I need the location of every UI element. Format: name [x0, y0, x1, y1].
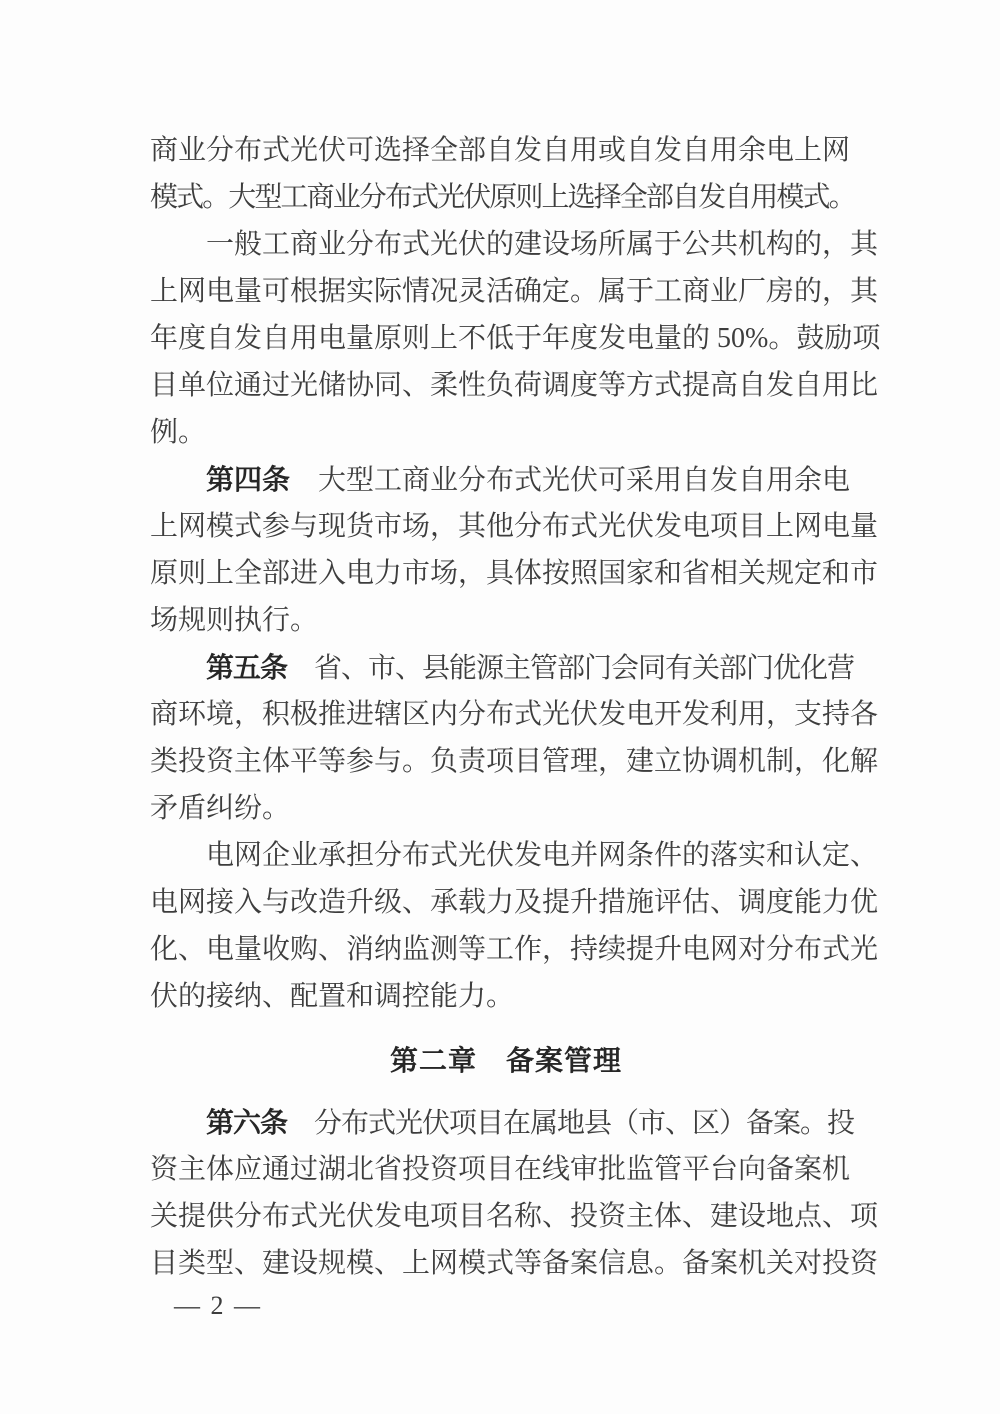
- text-segment: 商业分布式光伏可选择全部自发自用或自发自用余电上网: [150, 135, 851, 166]
- text-segment: 化、电量收购、消纳监测等工作，持续提升电网对分布式光: [150, 934, 879, 965]
- text-segment: 类投资主体平等参与。负责项目管理，建立协调机制，化解: [150, 746, 879, 777]
- text-segment: 年度自发自用电量原则上不低于年度发电量的 50%。鼓励项: [150, 323, 881, 354]
- text-line: [150, 174, 862, 221]
- text-segment: 伏的接纳、配置和调控能力。: [150, 981, 515, 1012]
- text-segment: 一般工商业分布式光伏的建设场所属于公共机构的，其: [206, 229, 879, 260]
- text-segment: 关提供分布式光伏发电项目名称、投资主体、建设地点、项: [150, 1201, 879, 1232]
- article-number: 第六条: [206, 1107, 288, 1138]
- text-line: [150, 315, 881, 362]
- text-line: [150, 832, 879, 879]
- article-number: 第四条: [206, 464, 291, 495]
- text-line: [150, 973, 862, 1020]
- text-segment: 模式。大型工商业分布式光伏原则上选择全部自发自用模式。: [150, 182, 855, 213]
- text-segment: 场规则执行。: [150, 605, 319, 636]
- text-line: [150, 1240, 879, 1287]
- text-line: [150, 1099, 862, 1146]
- document-body: [150, 127, 881, 1287]
- text-segment: 大型工商业分布式光伏可采用自发自用余电: [290, 465, 851, 496]
- text-line: [150, 738, 879, 785]
- text-segment: 原则上全部进入电力市场，具体按照国家和省相关规定和市: [150, 558, 879, 589]
- text-line: [150, 456, 862, 503]
- text-segment: 上网电量可根据实际情况灵活确定。属于工商业厂房的，其: [150, 276, 879, 307]
- text-line: [150, 550, 879, 597]
- text-segment: 资主体应通过湖北省投资项目在线审批监管平台向备案机: [150, 1154, 851, 1185]
- text-line: [150, 785, 862, 832]
- text-segment: 电网企业承担分布式光伏发电并网条件的落实和认定、: [206, 840, 879, 871]
- text-line: [150, 362, 879, 409]
- text-line: [150, 409, 862, 456]
- text-segment: 例。: [150, 417, 207, 448]
- text-line: [150, 503, 879, 550]
- text-segment: 上网模式参与现货市场，其他分布式光伏发电项目上网电量: [150, 511, 879, 542]
- text-line: [150, 268, 879, 315]
- text-segment: 分布式光伏项目在属地县（市、区）备案。投: [287, 1108, 855, 1139]
- text-segment: 省、市、县能源主管部门会同有关部门优化营: [287, 653, 855, 684]
- article-number: 第五条: [206, 652, 288, 683]
- text-segment: 目类型、建设规模、上网模式等备案信息。备案机关对投资: [150, 1248, 879, 1279]
- article-number: 第二章 备案管理: [389, 1045, 622, 1076]
- text-line: [150, 1193, 879, 1240]
- text-line: [150, 879, 879, 926]
- text-line: [150, 221, 879, 268]
- text-segment: 矛盾纠纷。: [150, 793, 291, 824]
- text-line: [150, 691, 879, 738]
- text-segment: 电网接入与改造升级、承载力及提升措施评估、调度能力优: [150, 887, 879, 918]
- text-line: [150, 926, 879, 973]
- text-segment: 商环境，积极推进辖区内分布式光伏发电开发利用，支持各: [150, 699, 879, 730]
- text-segment: 目单位通过光储协同、柔性负荷调度等方式提高自发自用比: [150, 370, 879, 401]
- page-number: — 2 —: [174, 1291, 262, 1320]
- text-line: [150, 597, 862, 644]
- text-line: [150, 1146, 862, 1193]
- chapter-heading: [150, 1037, 862, 1084]
- text-line: [150, 127, 862, 174]
- text-line: [150, 644, 862, 691]
